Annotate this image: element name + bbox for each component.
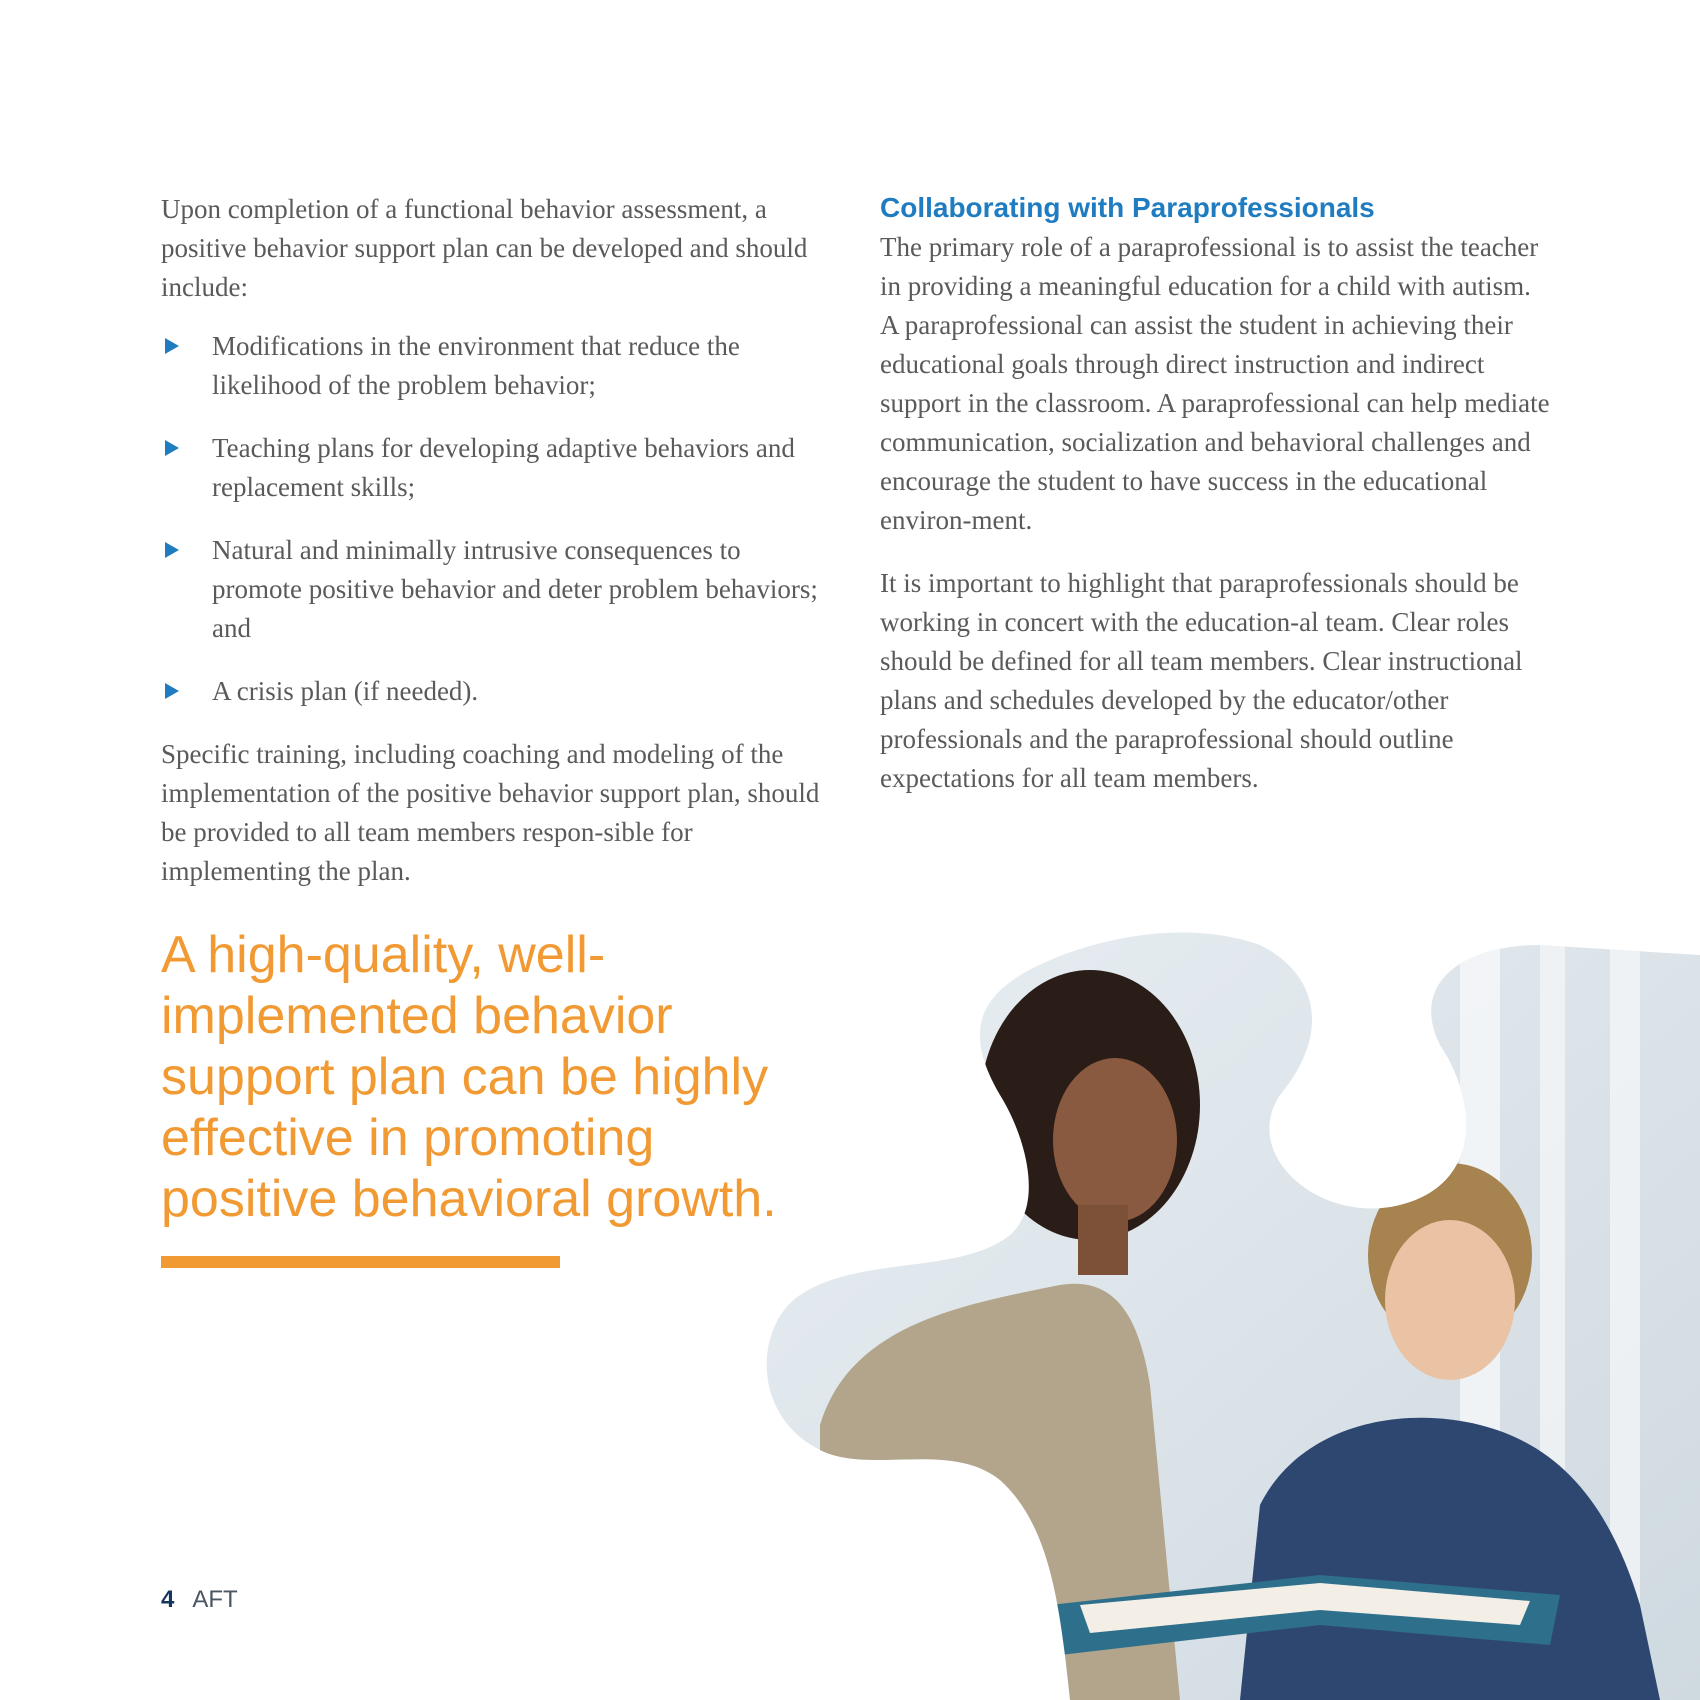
section-heading: Collaborating with Paraprofessionals [880, 192, 1375, 223]
list-item-text: Teaching plans for developing adaptive behaviors and replacement skills; [212, 433, 795, 502]
list-item-text: Modifications in the environment that reduce the likelihood of the problem behavior; [212, 331, 740, 400]
triangle-bullet-icon [165, 440, 179, 456]
list-item [161, 327, 821, 405]
list-item [161, 531, 821, 648]
page-footer [161, 1585, 238, 1615]
role-paragraph: The primary role of a paraprofessional is to assist the teacher in providing a meaningful education for a child with autism. A paraprofessional can assist the student in achieving their educational goals through direct instruction and indirect support in the classroom. A paraprofessional can help mediate communication, socialization and behavioral challenges and encourage the student to have success in the educational environ-ment. [880, 232, 1550, 535]
pull-quote-rule [161, 1256, 560, 1268]
triangle-bullet-icon [165, 338, 179, 354]
training-paragraph: Specific training, including coaching and modeling of the implementation of the positive behavior support plan, should be provided to all team members respon-sible for implementing the plan. [161, 739, 820, 886]
teamwork-paragraph: It is important to highlight that paraprofessionals should be working in concert with the education-al team. Clear roles should be defined for all team members. Clear instructional plans and schedules developed by the educator/other professionals and the paraprofessional should outline expectations for all team members. [880, 568, 1523, 793]
right-column [880, 190, 1550, 822]
page-number: 4 [161, 1586, 175, 1613]
triangle-bullet-icon [165, 683, 179, 699]
puzzle-piece-photo [760, 905, 1700, 1700]
list-item-text: A crisis plan (if needed). [212, 676, 479, 706]
list-item [161, 429, 821, 507]
org-name: AFT [192, 1586, 238, 1613]
list-item [161, 672, 821, 711]
triangle-bullet-icon [165, 542, 179, 558]
list-item-text: Natural and minimally intrusive consequences to promote positive behavior and deter problem behaviors; and [212, 535, 818, 643]
plan-components-list [161, 327, 821, 711]
intro-paragraph: Upon completion of a functional behavior assessment, a positive behavior support plan can be developed and should include: [161, 194, 808, 302]
pull-quote: A high-quality, well-implemented behavior support plan can be highly effective in promoting positive behavioral growth. [161, 926, 777, 1228]
left-column [161, 190, 821, 915]
